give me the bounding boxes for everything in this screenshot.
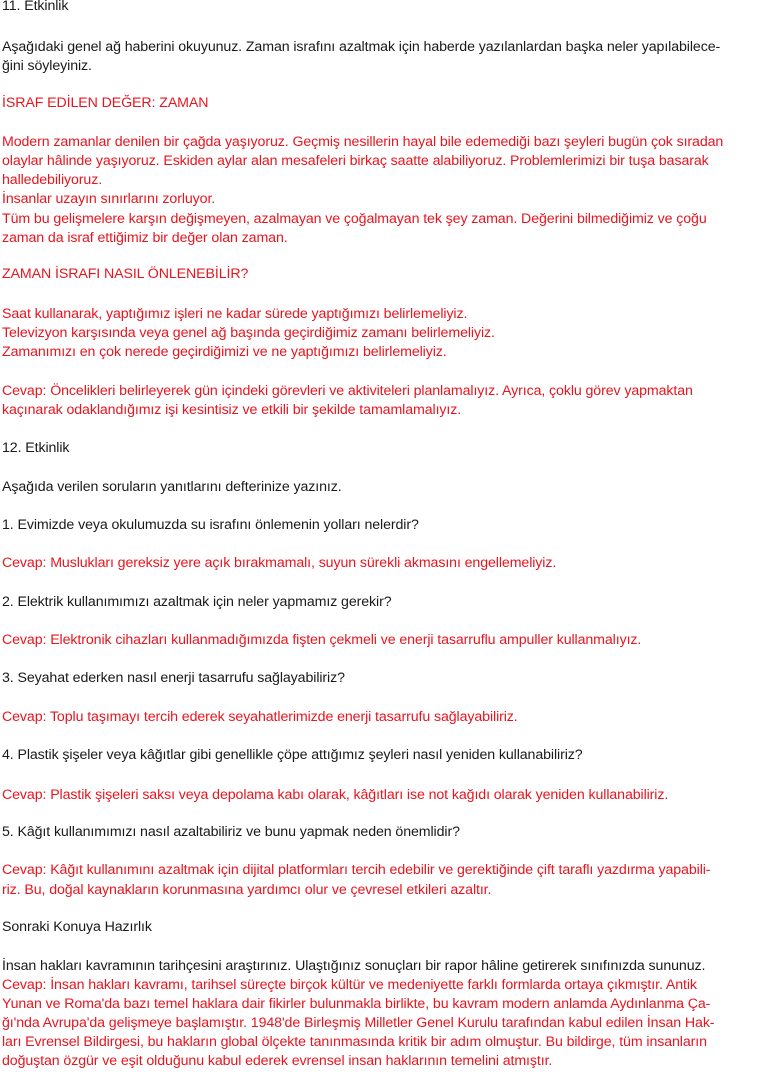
news-body-line: halledebiliyoruz. [2,172,103,188]
answer-line: Cevap: Öncelikleri belirleyerek gün içindeki görevleri ve aktiviteleri planlamalıyız. Ayrıca, çoklu görev yapmaktan [2,383,693,399]
news-body-line: Televizyon karşısında veya genel ağ başında geçirdiğimiz zamanı belirlemeliyiz. [2,325,495,341]
answer-line: kaçınarak odaklandığımız işi kesintisiz ve etkili bir şekilde tamamlamalıyız. [2,402,462,418]
activity-12-heading: 12. Etkinlik [2,440,70,456]
news-body-line: Saat kullanarak, yaptığımız işleri ne kadar sürede yaptığımızı belirlemeliyiz. [2,306,468,322]
answer-4: Cevap: Plastik şişeleri saksı veya depolama kabı olarak, kâğıtları ise not kağıdı olarak yeniden kullanabiliriz. [2,787,669,803]
answer-line: ları Evrensel Bildirgesi, bu hakların global ölçekte tanınmasında kritik bir adım olmuştur. Bu bildirge, tüm insanların [2,1034,707,1050]
news-body-line: zaman da israf ettiğimiz bir değer olan zaman. [2,230,288,246]
news-body-line: Zamanımızı en çok nerede geçirdiğimizi ve ne yaptığımızı belirlemeliyiz. [2,344,447,360]
instruction-line: İnsan hakları kavramının tarihçesini araştırınız. Ulaştığınız sonuçları bir rapor hâline getirerek sınıfınızda sununuz. [2,958,706,974]
answer-1: Cevap: Muslukları gereksiz yere açık bırakmamalı, suyun sürekli akmasını engellemeliyiz. [2,555,557,571]
news-body-line: Tüm bu gelişmelere karşın değişmeyen, azalmayan ve çoğalmayan tek şey zaman. Değerini bilmediğimiz ve çoğu [2,211,707,227]
instruction-line: ğini söyleyiniz. [2,58,92,74]
question-3: 3. Seyahat ederken nasıl enerji tasarrufu sağlayabiliriz? [2,670,345,686]
question-1: 1. Evimizde veya okulumuzda su israfını önlemenin yolları nelerdir? [2,517,419,533]
news-body-line: olaylar hâlinde yaşıyoruz. Eskiden aylar alan mesafeleri birkaç saatte alabiliyoruz. Problemlerimizi bir tuşa basarak [2,153,709,169]
answer-5: Cevap: Kâğıt kullanımını azaltmak için dijital platformları tercih edebilir ve gerektiğinde çift taraflı yazdırma yapabili- [2,862,711,878]
question-5: 5. Kâğıt kullanımımızı nasıl azaltabiliriz ve bunu yapmak neden önemlidir? [2,824,460,840]
answer-line: doğuştan özgür ve eşit olduğunu kabul ederek evrensel insan haklarının temelini atmıştır. [2,1053,553,1069]
news-body-line: Modern zamanlar denilen bir çağda yaşıyoruz. Geçmiş nesillerin hayal bile edemediği bazı şeyleri bugün çok sıradan [2,134,724,150]
activity-11-heading: 11. Etkinlik [2,0,69,14]
answer-3: Cevap: Toplu taşımayı tercih ederek seyahatlerimizde enerji tasarrufu sağlayabiliriz. [2,709,518,725]
question-2: 2. Elektrik kullanımımızı azaltmak için neler yapmamız gerekir? [2,594,392,610]
instruction-line: Aşağıda verilen soruların yanıtlarını defterinize yazınız. [2,479,342,495]
news-body-line: İnsanlar uzayın sınırlarını zorluyor. [2,191,216,207]
news-title: İSRAF EDİLEN DEĞER: ZAMAN [2,95,209,111]
instruction-line: Aşağıdaki genel ağ haberini okuyunuz. Zaman israfını azaltmak için haberde yazılanlardan başka neler yapılabilece- [2,39,721,55]
answer-line: Yunan ve Roma'da bazı temel haklara dair fikirler bulunmakla birlikte, bu kavram modern anlamda Aydınlanma Ça- [2,996,711,1012]
answer-2: Cevap: Elektronik cihazları kullanmadığımızda fişten çekmeli ve enerji tasarruflu ampuller kullanmalıyız. [2,632,642,648]
news-subtitle: ZAMAN İSRAFI NASIL ÖNLENEBİLİR? [2,266,249,282]
answer-line: ğı'nda Avrupa'da gelişmeye başlamıştır. 1948'de Birleşmiş Milletler Genel Kurulu tarafından kabul edilen İnsan Hak- [2,1015,715,1031]
answer-5: riz. Bu, doğal kaynakların korunmasına yardımcı olur ve çevresel etkileri azaltır. [2,882,492,898]
question-4: 4. Plastik şişeler veya kâğıtlar gibi genellikle çöpe attığımız şeyleri nasıl yeniden kullanabiliriz? [2,747,583,763]
answer-line: Cevap: İnsan hakları kavramı, tarihsel süreçte birçok kültür ve medeniyette farklı formlarda ortaya çıkmıştır. Antik [2,977,697,993]
next-topic-heading: Sonraki Konuya Hazırlık [2,919,152,935]
